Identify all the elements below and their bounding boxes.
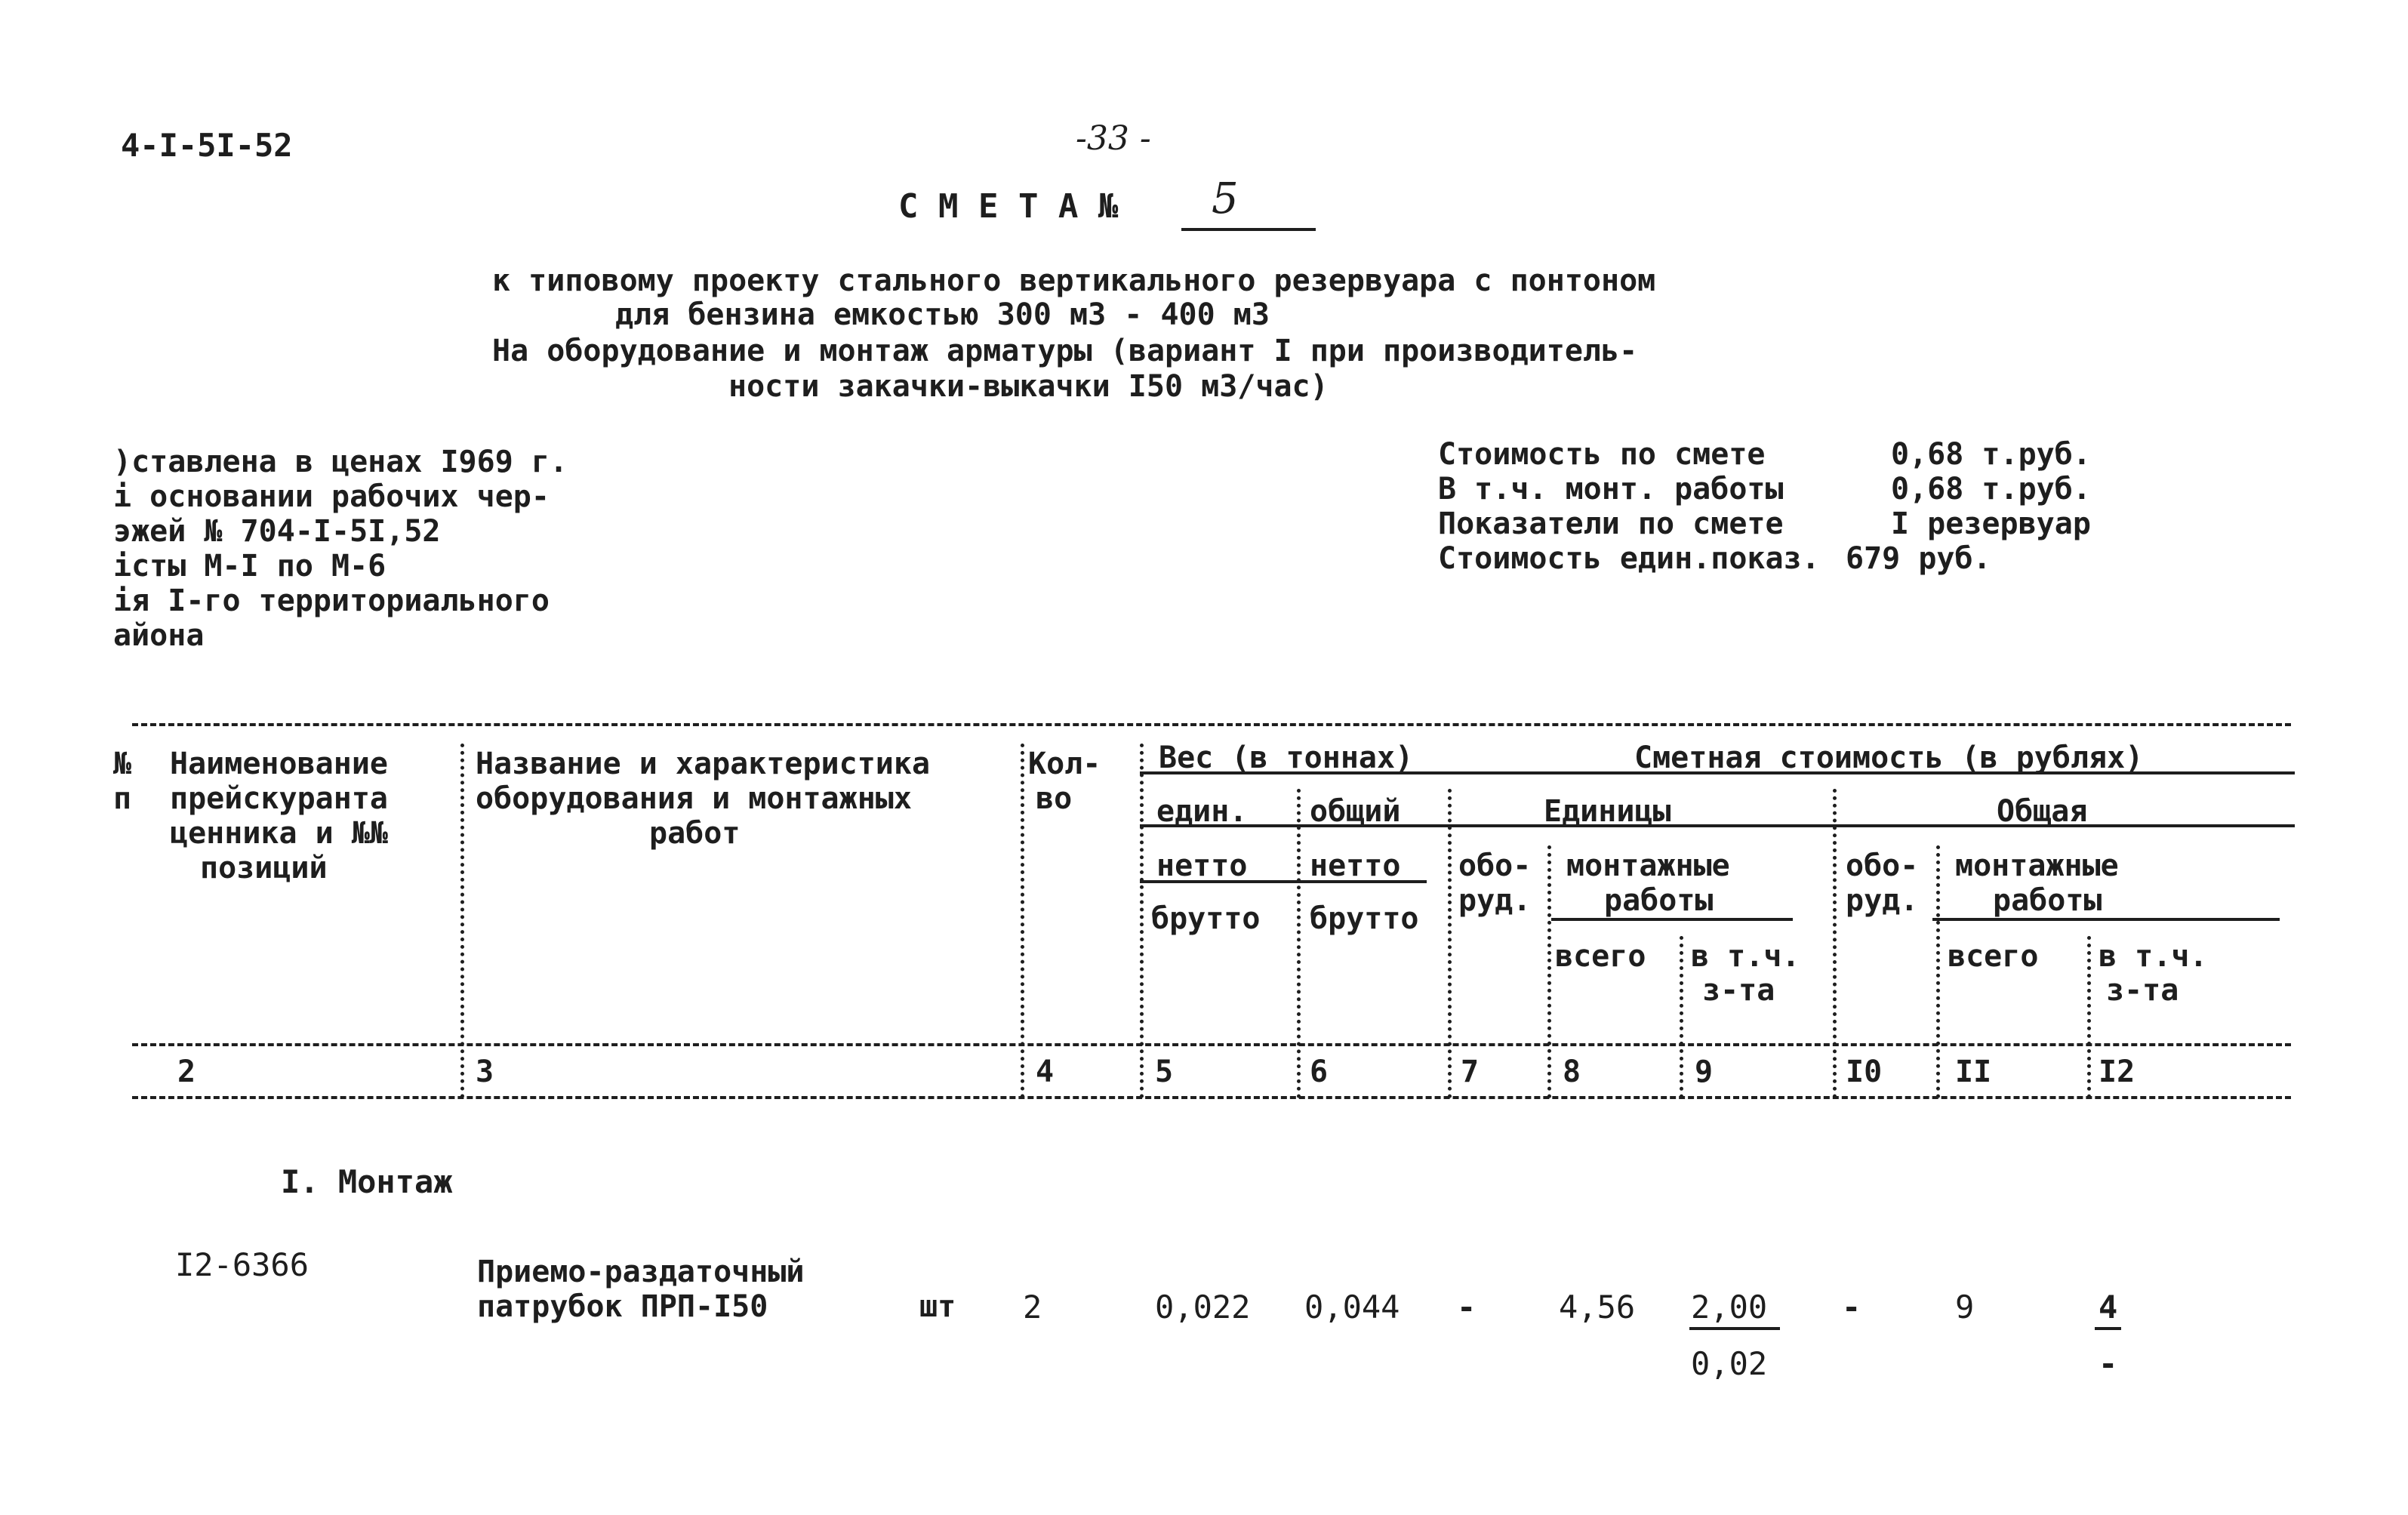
col-sep-7 — [1547, 845, 1551, 1098]
col-num-4: 4 — [1036, 1055, 1055, 1089]
row-weight-total: 0,044 — [1304, 1289, 1400, 1326]
hdr-no-2: п — [113, 781, 132, 816]
hdr-weight-title: Вес (в тоннах) — [1159, 741, 1414, 775]
left-info-1: )ставлена в ценах I969 г. — [113, 445, 568, 479]
hdr-name-4: позиций — [200, 851, 328, 885]
col-sep-3 — [1021, 744, 1024, 1098]
col-sep-8 — [1680, 936, 1683, 1098]
cost-value: 0,68 т.руб. — [1891, 437, 2091, 472]
hdr-incl-total-2: з-та — [2106, 973, 2179, 1008]
hdr-weight-total: общий — [1310, 794, 1401, 829]
header-bottom-rule — [132, 1043, 2291, 1046]
col-sep-4 — [1140, 744, 1144, 1098]
hdr-brutto-total: брутто — [1310, 901, 1419, 936]
col-sep-2 — [460, 744, 464, 1098]
row-mount-incl-total-underline — [2095, 1327, 2121, 1330]
row-mount-incl-unit-underline — [1689, 1327, 1780, 1330]
row-mount-incl-unit-sub: 0,02 — [1691, 1345, 1768, 1382]
col-num-6: 6 — [1310, 1055, 1329, 1089]
hdr-incl-unit-1: в т.ч. — [1691, 939, 1800, 974]
row-mount-incl-unit: 2,00 — [1691, 1289, 1768, 1326]
hdr-qty-2: во — [1036, 781, 1073, 816]
col-num-2: 2 — [177, 1055, 196, 1089]
hdr-incl-total-1: в т.ч. — [2099, 939, 2208, 974]
hdr-desc-2: оборудования и монтажных — [476, 781, 912, 816]
mount-total-underline — [1932, 918, 2280, 921]
col-num-7: 7 — [1461, 1055, 1480, 1089]
row-code: I2-6366 — [175, 1246, 309, 1283]
mount-cost-label: В т.ч. монт. работы — [1438, 472, 1784, 507]
row-qty: 2 — [1023, 1289, 1042, 1326]
hdr-mount-unit-2: работы — [1604, 883, 1714, 918]
row-weight-unit: 0,022 — [1155, 1289, 1251, 1326]
hdr-all-unit: всего — [1555, 939, 1646, 974]
indicator-label: Показатели по смете — [1438, 507, 1784, 541]
hdr-desc-3: работ — [649, 816, 741, 851]
smeta-number: 5 — [1212, 174, 1239, 223]
hdr-netto-total: нетто — [1310, 848, 1401, 883]
col-num-9: 9 — [1695, 1055, 1714, 1089]
row-unit: шт — [919, 1289, 956, 1324]
hdr-equip-total-1: обо- — [1846, 848, 1919, 883]
section-title: I. Монтаж — [281, 1163, 453, 1200]
hdr-incl-unit-2: з-та — [1702, 973, 1775, 1008]
hdr-mount-total-2: работы — [1993, 883, 2102, 918]
left-info-2: i основании рабочих чер- — [113, 479, 550, 514]
row-name-2: патрубок ПРП-I50 — [477, 1289, 768, 1324]
col-sep-11 — [2087, 936, 2091, 1098]
col-sep-6 — [1448, 789, 1452, 1098]
cost-label: Стоимость по смете — [1438, 437, 1766, 472]
hdr-name-1: Наименование — [170, 747, 388, 781]
row-mount-all-total: 9 — [1955, 1289, 1975, 1326]
mount-cost-value: 0,68 т.руб. — [1891, 472, 2091, 507]
row-name-1: Приемо-раздаточный — [477, 1255, 805, 1289]
left-info-5: ія I-го территориального — [113, 584, 550, 618]
title-line-1: к типовому проекту стального вертикального резервуара с понтоном — [492, 263, 1656, 298]
title-line-2: для бензина емкостью 300 м3 - 400 м3 — [615, 297, 1270, 332]
hdr-mount-unit-1: монтажные — [1566, 848, 1730, 883]
left-info-4: істы М-I по М-6 — [113, 549, 386, 584]
hdr-name-3: ценника и №№ — [170, 816, 388, 851]
title-line-4: ности закачки-выкачки I50 м3/час) — [728, 369, 1329, 404]
hdr-netto-unit: нетто — [1156, 848, 1248, 883]
col-sep-9 — [1833, 789, 1837, 1098]
col-sep-10 — [1936, 845, 1940, 1098]
col-numbers-rule — [132, 1096, 2291, 1099]
page-number: -33 - — [1076, 119, 1151, 158]
table-top-rule — [132, 723, 2291, 726]
hdr-weight-unit: един. — [1156, 794, 1248, 829]
hdr-mount-total-1: монтажные — [1955, 848, 2119, 883]
mount-unit-underline — [1551, 918, 1793, 921]
row-mount-incl-total: 4 — [2099, 1289, 2118, 1326]
row-equip-unit: - — [1457, 1289, 1477, 1326]
row-mount-incl-total-sub: - — [2099, 1345, 2118, 1382]
hdr-equip-total-2: руд. — [1846, 883, 1919, 918]
col-num-10: I0 — [1846, 1055, 1883, 1089]
hdr-brutto-unit: брутто — [1151, 901, 1261, 936]
smeta-label: С М Е Т А № — [898, 187, 1119, 226]
doc-code: 4-I-5I-52 — [121, 127, 293, 164]
hdr-per-unit: Единицы — [1544, 794, 1671, 829]
title-line-3: На оборудование и монтаж арматуры (вариант I при производитель- — [492, 334, 1638, 368]
hdr-desc-1: Название и характеристика — [476, 747, 931, 781]
hdr-equip-unit-1: обо- — [1458, 848, 1532, 883]
col-num-5: 5 — [1155, 1055, 1174, 1089]
hdr-total: Общая — [1997, 794, 2088, 829]
col-num-12: I2 — [2099, 1055, 2135, 1089]
hdr-all-total: всего — [1948, 939, 2039, 974]
col-num-8: 8 — [1563, 1055, 1581, 1089]
row-equip-total: - — [1842, 1289, 1861, 1326]
smeta-number-underline — [1181, 228, 1316, 231]
indicator-value: I резервуар — [1891, 507, 2091, 541]
unit-cost-label: Стоимость един.показ. — [1438, 541, 1820, 576]
unit-cost-value: 679 руб. — [1846, 541, 1991, 576]
col-sep-5 — [1297, 789, 1301, 1098]
hdr-name-2: прейскуранта — [170, 781, 388, 816]
hdr-qty-1: Кол- — [1028, 747, 1101, 781]
row-mount-all-unit: 4,56 — [1559, 1289, 1636, 1326]
col-num-11: II — [1955, 1055, 1992, 1089]
left-info-6: айона — [113, 618, 205, 653]
hdr-cost-title: Сметная стоимость (в рублях) — [1634, 741, 2144, 775]
hdr-no-1: № — [113, 747, 132, 781]
left-info-3: эжей № 704-I-5I,52 — [113, 514, 441, 549]
hdr-equip-unit-2: руд. — [1458, 883, 1532, 918]
col-num-3: 3 — [476, 1055, 494, 1089]
